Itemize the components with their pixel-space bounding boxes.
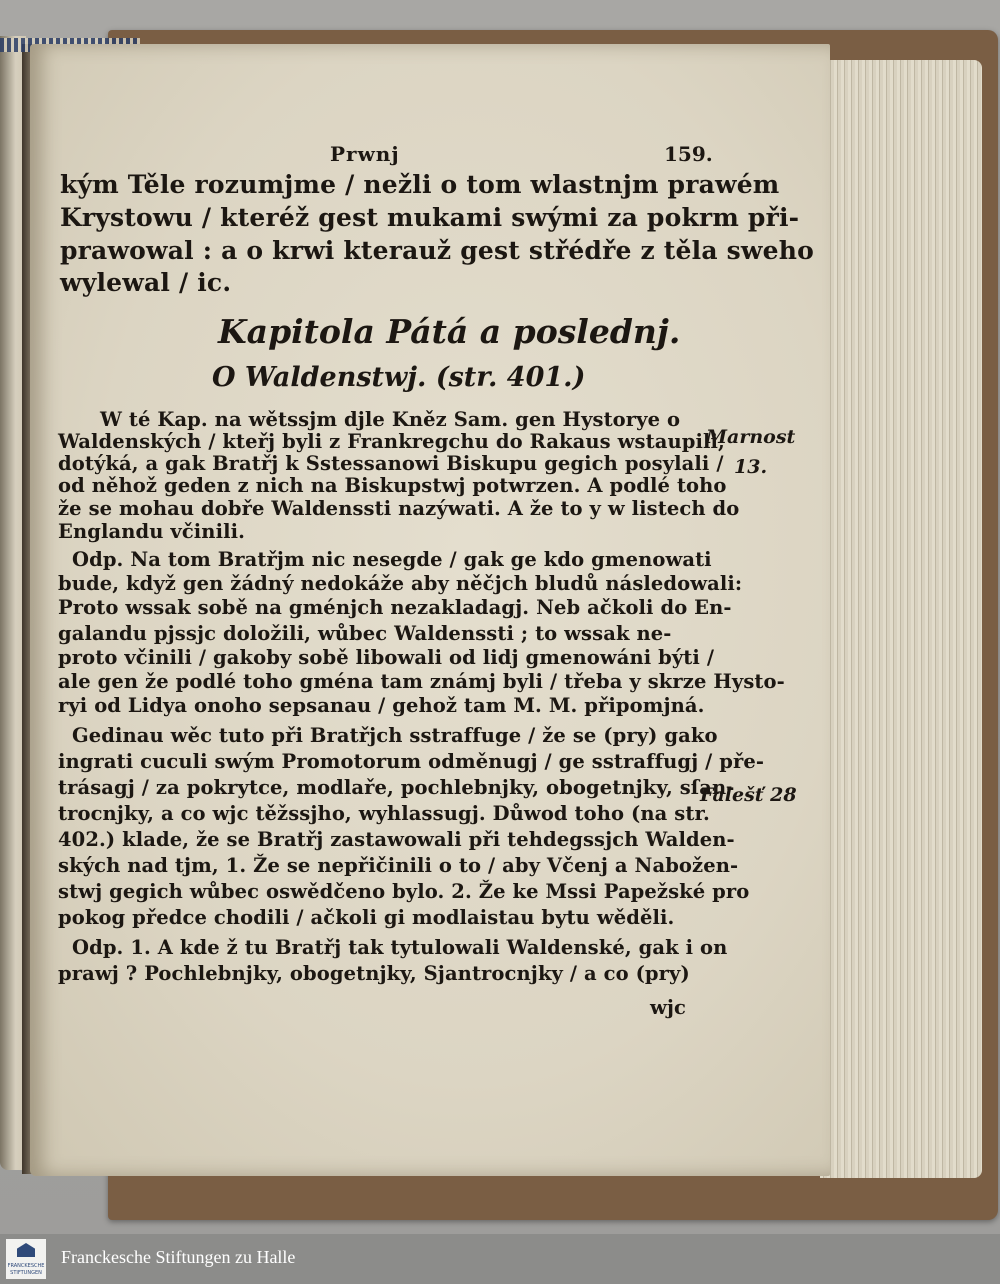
running-head: Prwnj [330,142,400,166]
paragraph-line: Gedinau wěc tuto při Bratřjch sstraffuge / že se (pry) gako [72,724,718,747]
paragraph-line: proto včinili / gakoby sobě libowali od lidj gmenowáni býti / [58,646,715,669]
institution-logo[interactable] [6,1239,46,1279]
paragraph-line: Odp. Na tom Bratřjm nic nesegde / gak ge kdo gmenowati [72,548,712,571]
paragraph-line: že se mohau dobře Waldenssti nazýwati. A že to y w listech do [58,497,740,520]
margin-note: Marnost [706,426,796,448]
body-line: Krystowu / kteréž gest mukami swými za pokrm při- [60,203,800,232]
paragraph-line: od něhož geden z nich na Biskupstwj potwrzen. A podlé toho [58,474,727,497]
logo-text-line2: STIFTUNGEN [10,1270,42,1276]
footer-bar [0,1234,1000,1284]
paragraph-line: ingrati cuculi swým Promotorum odměnugj / ge sstraffugj / pře- [58,750,765,773]
paragraph-line: stwj gegich wůbec oswědčeno bylo. 2. Že ke Mssi Papežské pro [58,880,750,903]
paragraph-line: trásagj / za pokrytce, modlaře, pochlebnjky, obogetnjky, sſan- [58,776,735,799]
paragraph-line: galandu pjssjc doložili, wůbec Waldenssti ; to wssak ne- [58,622,672,645]
chapter-subtitle: O Waldenstwj. (str. 401.) [212,362,586,393]
paragraph-line: Waldenských / kteřj byli z Frankregchu do Rakaus wstaupili, [58,430,725,453]
paragraph-line: Englandu včinili. [58,520,245,543]
paragraph-line: dotýká, a gak Bratřj k Sstessanowi Biskupu gegich posylali / [58,452,724,475]
paragraph-line: prawj ? Pochlebnjky, obogetnjky, Sjantrocnjky / a co (pry) [58,962,690,985]
body-line: kým Těle rozumjme / nežli o tom wlastnjm prawém [60,170,780,199]
catchword: wjc [650,996,687,1019]
page-number: 159. [664,142,713,166]
paragraph-line: pokog předce chodili / ačkoli gi modlaistau bytu wěděli. [58,906,675,929]
body-line: wylewal / ic. [60,268,232,297]
margin-note: 13. [734,456,768,478]
page-edges [820,60,982,1178]
paragraph-line: ských nad tjm, 1. Že se nepřičinili o to / aby Včenj a Nabožen- [58,854,739,877]
paragraph-line: 402.) klade, že se Bratřj zastawowali při tehdegssjch Walden- [58,828,735,851]
paragraph-line: Proto wssak sobě na gménjch nezakladagj. Neb ačkoli do En- [58,596,732,619]
body-line: prawowal : a o krwi kterauž gest střédře z těla sweho [60,236,814,265]
institution-name[interactable]: Franckesche Stiftungen zu Halle [61,1247,296,1267]
paragraph-line: W té Kap. na wětssjm djle Kněz Sam. gen Hystorye o [100,408,681,431]
building-icon [17,1243,35,1257]
logo-text-line1: FRANCKESCHE [7,1263,45,1269]
paragraph-line: bude, když gen žádný nedokáže aby něčjch bludů následowali: [58,572,743,595]
chapter-title: Kapitola Pátá a poslednj. [218,312,681,351]
paragraph-line: ale gen že podlé toho gména tam známj byli / třeba y skrze Hysto- [58,670,785,693]
paragraph-line: ryi od Lidya onoho sepsanau / gehož tam M. M. připomjná. [58,694,705,717]
margin-note: Falešť 28 [700,784,797,806]
paragraph-line: Odp. 1. A kde ž tu Bratřj tak tytulowali Waldenské, gak i on [72,936,728,959]
paragraph-line: trocnjky, a co wjc těžssjho, wyhlassugj. Důwod toho (na str. [58,802,710,825]
